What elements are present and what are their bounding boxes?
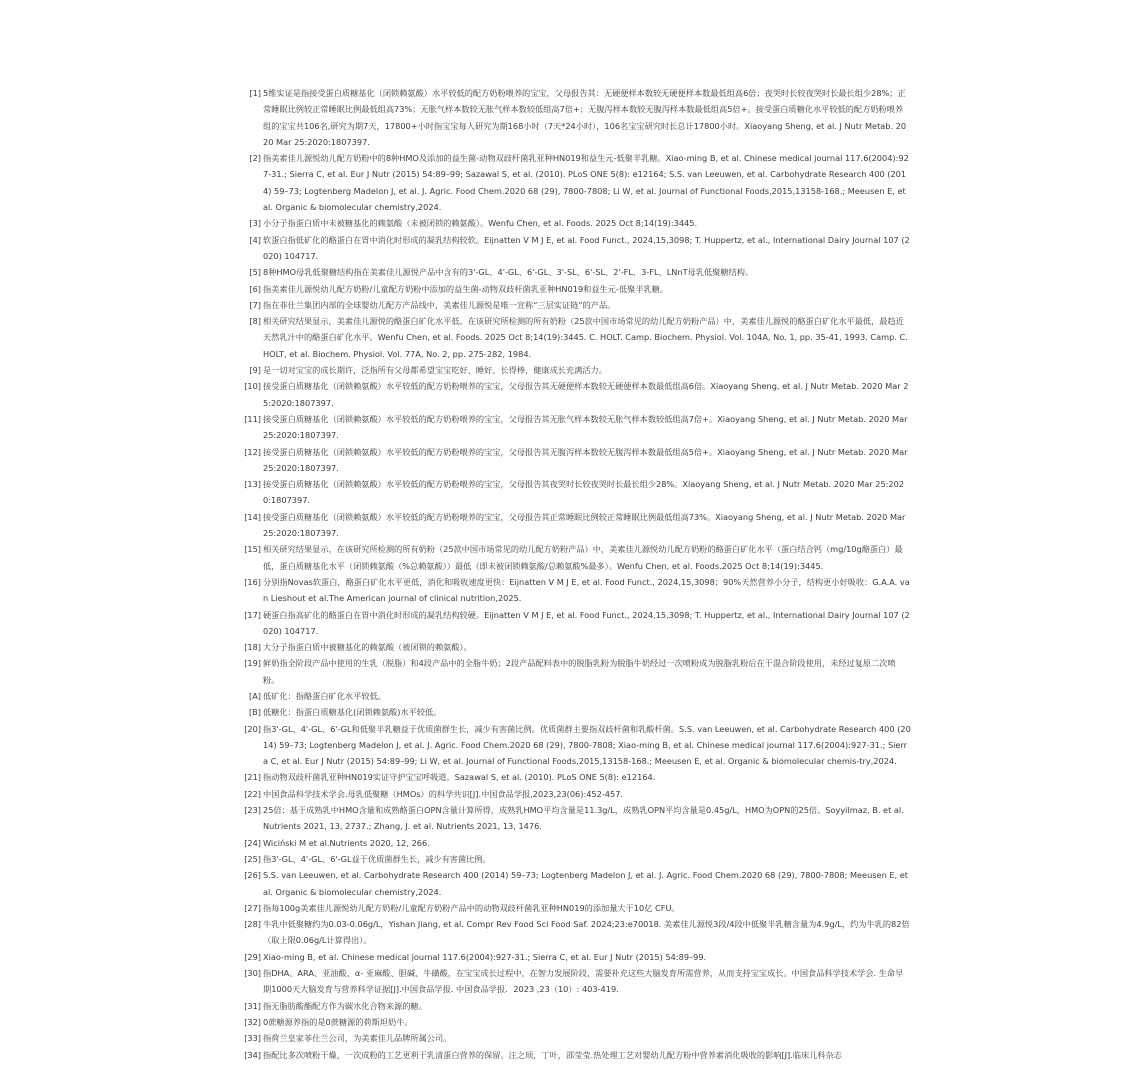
- reference-number: [3]: [249, 218, 261, 229]
- reference-number: [7]: [249, 299, 261, 310]
- reference-text: 25倍：基于成熟乳中HMO含量和成熟酪蛋白OPN含量计算所得，成熟乳HMO平均含量是11.3g/L，成熟乳OPN平均含量是0.45g/L，HMO为OPN的25倍。Soyyilmaz, B. et al. Nutrients 2021, 13, 2737.; Zhang, J. et al. Nutrients 2021, 13, 1476.: [263, 805, 904, 832]
- reference-text: 接受蛋白质糖基化（闭锁赖氨酸）水平较低的配方奶粉喂养的宝宝，父母报告其无腹泻样本数较无腹泻样本数最低组高5倍+。Xiaoyang Sheng, et al. J Nutr Metab. 2020 Mar 25:2020:1807397.: [263, 446, 908, 473]
- reference-item: [243, 965, 911, 998]
- reference-text: 接受蛋白质糖基化（闭锁赖氨酸）水平较低的配方奶粉喂养的宝宝，父母报告其正常睡眠比例较正常睡眠比例最低组高73%。Xiaoyang Sheng, et al. J Nutr Metab. 2020 Mar 25:2020:1807397.: [263, 511, 906, 539]
- reference-text: S.S. van Leeuwen, et al. Carbohydrate Research 400 (2014) 59–73; Logtenberg Madelon J, et al. J. Agric. Food Chem.2020 68 (29), 7800-7808; Meeusen E, et al. Organic & biomolecular chemistry,2024.: [263, 870, 908, 897]
- reference-item: [243, 607, 911, 640]
- reference-number: [17]: [244, 609, 261, 620]
- reference-text: 指每100g美素佳儿源悦幼儿配方奶粉/儿童配方奶粉产品中的动物双歧杆菌乳亚种HN019的添加量大于10亿 CFU。: [263, 902, 680, 913]
- reference-text: 指美素佳儿源悦幼儿配方奶粉中的8种HMO及添加的益生菌-动物双歧杆菌乳亚种HN019和益生元-低聚半乳糖。Xiao-ming B, et al. Chinese medical journal 117.6(2004):927-31.; Sierra C, et al. Eur J Nutr (2015) 54:89–99; Sazawal S, et al. (2010). PLoS ONE 5(8): e12164; S.S. van Leeuwen, et al. Carbohydrate Research 400 (2014) 59–73; Logtenberg Madelon J, et al. J. Agric. Food Chem.2020 68 (29), 7800-7808; Li W, et al. Journal of Functional Foods,2015,13158-168.; Meeusen E, et al. Organic & biomolecular chemistry,2024.: [263, 153, 909, 213]
- reference-number: [A]: [249, 690, 261, 701]
- reference-number: [18]: [244, 642, 261, 653]
- reference-text: 指DHA、ARA、亚油酸、α- 亚麻酸、胆碱、牛磺酸，在宝宝成长过程中，在智力发展阶段，需要补充这些大脑发育所需营养，从而支持宝宝成长。中国食品科学技术学会. 生命早期1000天大脑发育与营养科学证据[J].中国食品学报. 中国食品学报．2023 ,23（10）: 403-419.: [263, 968, 904, 995]
- reference-item: [243, 998, 911, 1014]
- reference-text: 相关研究结果显示，美素佳儿源悦的酪蛋白矿化水平低。在该研究所检测的所有奶粉（25款中国市场常见的幼儿配方奶粉产品）中，美素佳儿源悦的酪蛋白矿化水平最低，最趋近天然乳汁中的酪蛋白矿化水平。Wenfu Chen, et al. Foods. 2025 Oct 8;14(19):3445. C. HOLT. Camp. Biochem. Physiol. Vol. 104A, No. 1, pp. 35-41, 1993. Camp. C. HOLT, et al. Biochem. Physiol. Vol. 77A, No. 2, pp. 275-282, 1984.: [263, 316, 908, 359]
- reference-number: [12]: [244, 446, 261, 457]
- reference-item: [243, 541, 911, 574]
- reference-item: [243, 851, 911, 867]
- reference-number: [1]: [249, 88, 261, 98]
- reference-item: [243, 313, 911, 362]
- reference-text: Wiciński M et al.Nutrients 2020, 12, 266.: [263, 837, 430, 848]
- reference-text: 指荷兰皇家菲仕兰公司，为美素佳儿品牌所属公司。: [263, 1033, 452, 1044]
- reference-text: 指美素佳儿源悦幼儿配方奶粉/儿童配方奶粉中添加的益生菌-动物双歧杆菌乳亚种HN019和益生元-低聚半乳糖。: [263, 283, 669, 294]
- reference-number: [28]: [244, 919, 261, 930]
- reference-item: [243, 655, 911, 688]
- reference-item: [243, 476, 911, 509]
- reference-text: 鲜奶指全阶段产品中使用的生乳（脱脂）和4段产品中的全脂牛奶；2段产品配料表中的脱脂乳粉为脱脂牛奶经过一次喷粉成为脱脂乳粉后在干混合阶段使用，未经过复原二次喷粉。: [263, 658, 896, 685]
- reference-number: [9]: [249, 365, 261, 376]
- reference-text: 8种HMO母乳低聚糖结构指在美素佳儿源悦产品中含有的3'-GL、4'-GL、6'-GL、3'-SL、6'-SL、2'-FL、3-FL、LNnT母乳低聚糖结构。: [263, 267, 754, 278]
- reference-item: [243, 802, 911, 835]
- reference-item: [243, 867, 911, 900]
- reference-item: [243, 688, 911, 704]
- reference-number: [16]: [244, 576, 261, 587]
- reference-item: [243, 1030, 911, 1046]
- reference-number: [11]: [244, 413, 261, 424]
- reference-item: [243, 721, 911, 770]
- reference-number: [31]: [244, 1000, 261, 1011]
- reference-text: 相关研究结果显示，在该研究所检测的所有奶粉（25款中国市场常见的幼儿配方奶粉产品）中，美素佳儿源悦幼儿配方奶粉的酪蛋白矿化水平（蛋白结合钙（mg/10g酪蛋白）最低，蛋白质糖基化水平（闭锁赖氨酸（%总赖氨酸））最低（即未被闭锁赖氨酸/总赖氨酸%最多）。Wenfu Chen, et al. Foods.2025 Oct 8;14(19):3445.: [263, 544, 903, 571]
- reference-list: [243, 85, 911, 1063]
- reference-text: 指配比多次喷粉干燥，一次成粉的工艺更利于乳清蛋白营养的保留。汪之顼，丁叶，邵莹莹.热处理工艺对婴幼儿配方粉中营养素消化吸收的影响[J].临床儿科杂志: [263, 1049, 842, 1060]
- reference-text: 是一切对宝宝的成长期许，泛指所有父母都希望宝宝吃好、睡好、长得棒，健康成长充满活力。: [263, 365, 607, 376]
- reference-item: [243, 835, 911, 851]
- reference-text: Xiao-ming B, et al. Chinese medical journal 117.6(2004):927-31.; Sierra C, et al. Eur J Nutr (2015) 54:89–99.: [263, 951, 707, 962]
- reference-number: [34]: [244, 1049, 261, 1060]
- reference-number: [19]: [244, 658, 261, 669]
- reference-number: [2]: [249, 153, 261, 164]
- reference-text: 接受蛋白质糖基化（闭锁赖氨酸）水平较低的配方奶粉喂养的宝宝，父母报告其夜哭时长较夜哭时长最长组少28%。Xiaoyang Sheng, et al. J Nutr Metab. 2020 Mar 25:2020:1807397.: [263, 479, 905, 506]
- reference-text: 牛乳中低聚糖约为0.03-0.06g/L，Yishan Jiang, et al. Compr Rev Food Sci Food Saf. 2024;23:e70018. 美素佳儿源悦3段/4段中低聚半乳糖含量为4.9g/L，约为牛乳的82倍（取上限0.06g/L计算得出）。: [263, 919, 910, 946]
- reference-text: 指3'-GL、4'-GL、6'-GL和低聚半乳糖益于优质菌群生长，减少有害菌比例。优质菌群主要指双歧杆菌和乳酸杆菌。S.S. van Leeuwen, et al. Carbohydrate Research 400 (2014) 59–73; Logtenberg Madelon J, et al. J. Agric. Food Chem.2020 68 (29), 7800-7808; Xiao-ming B, et al. Chinese medical journal 117.6(2004):927-31.; Sierra C, et al. Eur J Nutr (2015) 54:89–99; Li W, et al. Journal of Functional Foods,2015,13158-168.; Meeusen E, et al. Organic & biomolecular chemis-try,2024.: [263, 723, 911, 767]
- reference-item: [243, 378, 911, 411]
- reference-text: 小分子指蛋白质中未被糖基化的赖氨酸（未被闭锁的赖氨酸）。Wenfu Chen, et al. Foods. 2025 Oct 8;14(19):3445.: [263, 218, 698, 229]
- reference-text: 0蔗糖源养指的是0蔗糖源的荷斯坦奶牛。: [263, 1016, 413, 1027]
- reference-item: [243, 704, 911, 720]
- reference-text: 软蛋白指低矿化的酪蛋白在胃中消化时形成的凝乳结构较软。Eijnatten V M J E, et al. Food Funct., 2024,15,3098; T. Huppertz, et al., International Dairy Journal 107 (2020) 104717.: [263, 234, 910, 261]
- reference-text: 分别指Novas软蛋白，酪蛋白矿化水平更低，消化和吸收速度更快：Eijnatten V M J E, et al. Food Funct., 2024,15,3098；90%天然营养小分子，结构更小好吸收：G.A.A. van Lieshout et al.The American journal of clinical nutrition,2025.: [263, 576, 910, 604]
- reference-text: 硬蛋白指高矿化的酪蛋白在胃中消化时形成的凝乳结构较硬。Eijnatten V M J E, et al. Food Funct., 2024,15,3098; T. Huppertz, et al., International Dairy Journal 107 (2020) 104717.: [263, 609, 910, 636]
- reference-text: 指动物双歧杆菌乳亚种HN019实证守护宝宝呼吸道。Sazawal S, et al. (2010). PLoS ONE 5(8): e12164.: [263, 772, 656, 783]
- reference-number: [15]: [244, 544, 261, 555]
- reference-number: [24]: [244, 837, 261, 848]
- reference-number: [23]: [244, 805, 261, 816]
- reference-item: [243, 769, 911, 785]
- reference-item: [243, 281, 911, 297]
- reference-number: [25]: [244, 853, 261, 864]
- reference-item: [243, 85, 911, 150]
- reference-text: 指在菲仕兰集团内部的全球婴幼儿配方产品线中，美素佳儿源悦是唯一宣称“三层实证链”的产品。: [263, 299, 616, 310]
- reference-item: [243, 900, 911, 916]
- reference-number: [6]: [249, 283, 261, 294]
- reference-number: [33]: [244, 1033, 261, 1044]
- reference-text: 低矿化：指酪蛋白矿化水平较低。: [263, 690, 386, 701]
- reference-number: [27]: [244, 902, 261, 913]
- reference-number: [8]: [249, 316, 261, 327]
- reference-item: [243, 509, 911, 542]
- reference-text: 大分子指蛋白质中被糖基化的赖氨酸（被闭锁的赖氨酸）。: [263, 642, 472, 653]
- reference-item: [243, 215, 911, 231]
- reference-item: [243, 1047, 911, 1063]
- reference-item: [243, 786, 911, 802]
- reference-item: [243, 916, 911, 949]
- reference-number: [B]: [248, 707, 261, 718]
- reference-item: [243, 1014, 911, 1030]
- reference-item: [243, 362, 911, 378]
- reference-item: [243, 949, 911, 965]
- reference-number: [5]: [249, 267, 261, 278]
- reference-item: [243, 411, 911, 444]
- reference-item: [243, 639, 911, 655]
- reference-number: [20]: [244, 723, 261, 734]
- reference-number: [26]: [244, 870, 261, 881]
- reference-text: 低糖化：指蛋白质糖基化(闭锁赖氨酸)水平较低。: [263, 707, 442, 718]
- reference-number: [13]: [244, 479, 261, 490]
- reference-number: [21]: [244, 772, 261, 783]
- reference-number: [10]: [244, 381, 261, 392]
- reference-number: [14]: [244, 511, 261, 522]
- reference-text: 中国食品科学技术学会.母乳低聚糖（HMOs）的科学共识[J].中国食品学报,2023,23(06):452-457.: [263, 788, 624, 799]
- reference-text: 指无脂肪酸酯配方作为碳水化合物来源的糖。: [263, 1000, 427, 1011]
- reference-text: 接受蛋白质糖基化（闭锁赖氨酸）水平较低的配方奶粉喂养的宝宝，父母报告其无胀气样本数较无胀气样本数较低组高7倍+。Xiaoyang Sheng, et al. J Nutr Metab. 2020 Mar 25:2020:1807397.: [263, 413, 908, 441]
- reference-item: [243, 297, 911, 313]
- reference-item: [243, 444, 911, 477]
- reference-item: [243, 574, 911, 607]
- reference-number: [32]: [244, 1016, 261, 1027]
- reference-item: [243, 264, 911, 280]
- reference-item: [243, 232, 911, 265]
- reference-text: 接受蛋白质糖基化（闭锁赖氨酸）水平较低的配方奶粉喂养的宝宝，父母报告其无硬便样本数较无硬便样本数最低组高6倍。Xiaoyang Sheng, et al. J Nutr Metab. 2020 Mar 25:2020:1807397.: [263, 381, 909, 408]
- reference-number: [30]: [244, 968, 261, 979]
- reference-number: [4]: [249, 234, 261, 245]
- reference-number: [22]: [244, 788, 261, 799]
- reference-item: [243, 150, 911, 215]
- reference-number: [29]: [244, 951, 261, 962]
- reference-text: 指3'-GL、4'-GL、6'-GL益于优质菌群生长，减少有害菌比例。: [263, 853, 491, 864]
- reference-text: 5维实证是指接受蛋白质糖基化（闭锁赖氨酸）水平较低的配方奶粉喂养的宝宝，父母报告其：无硬便样本数较无硬便样本数最低组高6倍；夜哭时长较夜哭时长最长组少28%；正常睡眠比例较正常睡眠比例最低组高73%；无胀气样本数较无胀气样本数较低组高7倍+；无腹泻样本数较无腹泻样本数最低组高5倍+。接受蛋白质糖化水平较低的配方奶粉喂养组的宝宝共106名,研究为期7天，17800+小时指宝宝每人研究为期168小时（7天*24小时），106名宝宝研究时长总计17800小时。Xiaoyang Sheng, et al. J Nutr Metab. 2020 Mar 25:2020:1807397.: [263, 88, 907, 147]
